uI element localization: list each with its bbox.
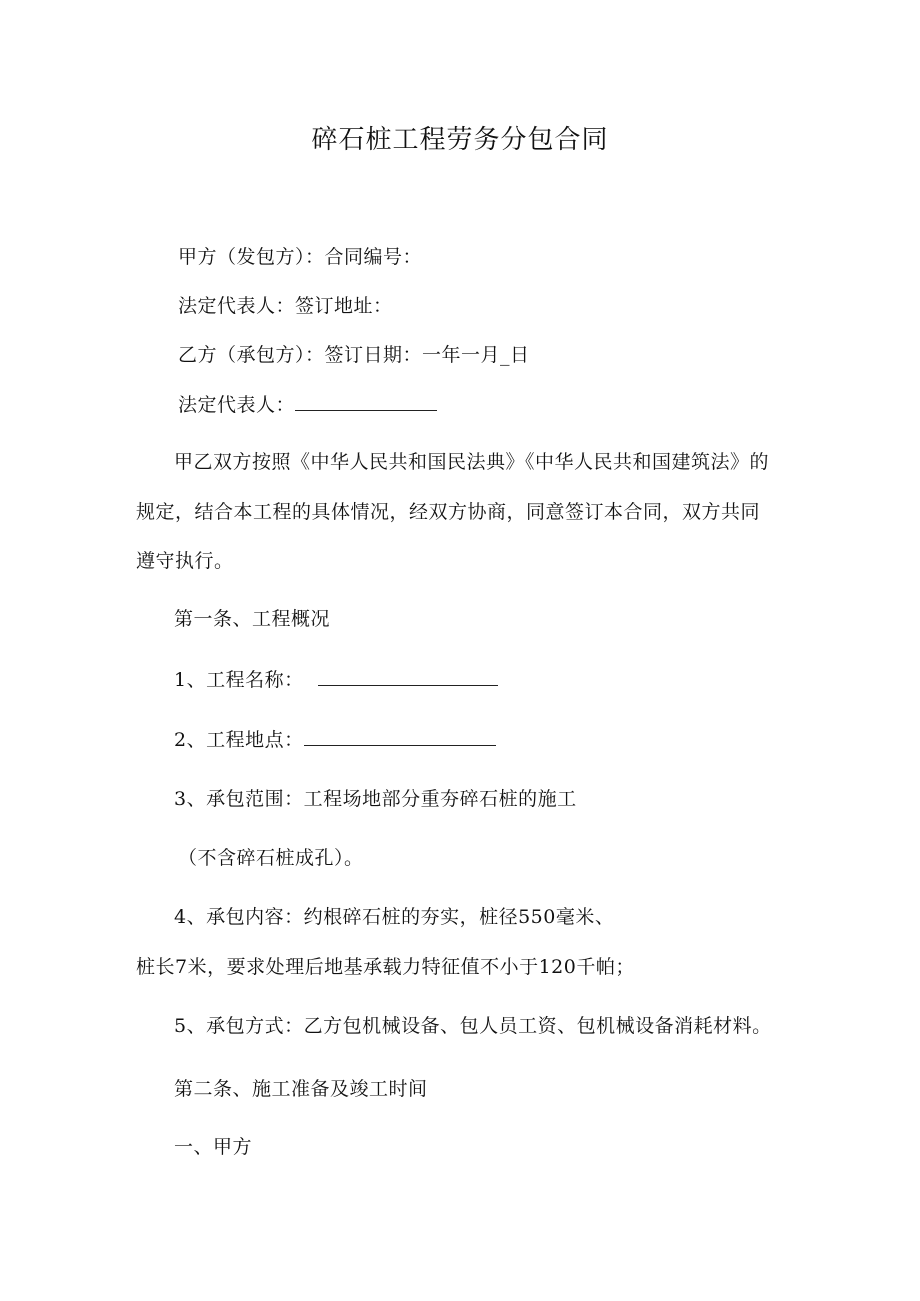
project-location-blank — [304, 727, 496, 746]
article-1-item-3: 3、承包范围：工程场地部分重夯碎石桩的施工 — [174, 788, 577, 810]
project-location-label: 2、工程地点： — [174, 729, 304, 751]
party-b-representative-line — [178, 392, 437, 417]
article-1-item-4: 4、承包内容：约根碎石桩的夯实，桩径550毫米、 — [174, 906, 615, 928]
article-1-item-3-cont: （不含碎石桩成孔）。 — [178, 847, 364, 869]
party-a-representative-line: 法定代表人：签订地址： — [178, 295, 393, 317]
preamble-line-1: 甲乙双方按照《中华人民共和国民法典》《中华人民共和国建筑法》的 — [174, 451, 770, 473]
project-name-blank — [318, 667, 498, 686]
article-1-item-1 — [174, 667, 498, 692]
preamble-line-2: 规定，结合本工程的具体情况，经双方协商，同意签订本合同，双方共同 — [136, 501, 761, 523]
document-title: 碎石桩工程劳务分包合同 — [311, 125, 609, 155]
party-a-line: 甲方（发包方）：合同编号： — [178, 246, 423, 268]
article-1-item-2 — [174, 727, 496, 752]
representative-blank — [295, 392, 437, 411]
article-2-sub-1: 一、甲方 — [174, 1136, 253, 1158]
project-name-label: 1、工程名称： — [174, 669, 304, 691]
article-1-item-5: 5、承包方式：乙方包机械设备、包人员工资、包机械设备消耗材料。 — [174, 1015, 772, 1037]
article-1-heading: 第一条、工程概况 — [174, 608, 331, 630]
article-2-heading: 第二条、施工准备及竣工时间 — [174, 1078, 428, 1100]
article-1-item-4-cont: 桩长7米，要求处理后地基承载力特征值不小于120千帕； — [136, 956, 635, 978]
party-b-representative-label: 法定代表人： — [178, 394, 296, 416]
preamble-line-3: 遵守执行。 — [136, 550, 234, 572]
party-b-line: 乙方（承包方）：签订日期：一年一月_日 — [178, 344, 530, 366]
